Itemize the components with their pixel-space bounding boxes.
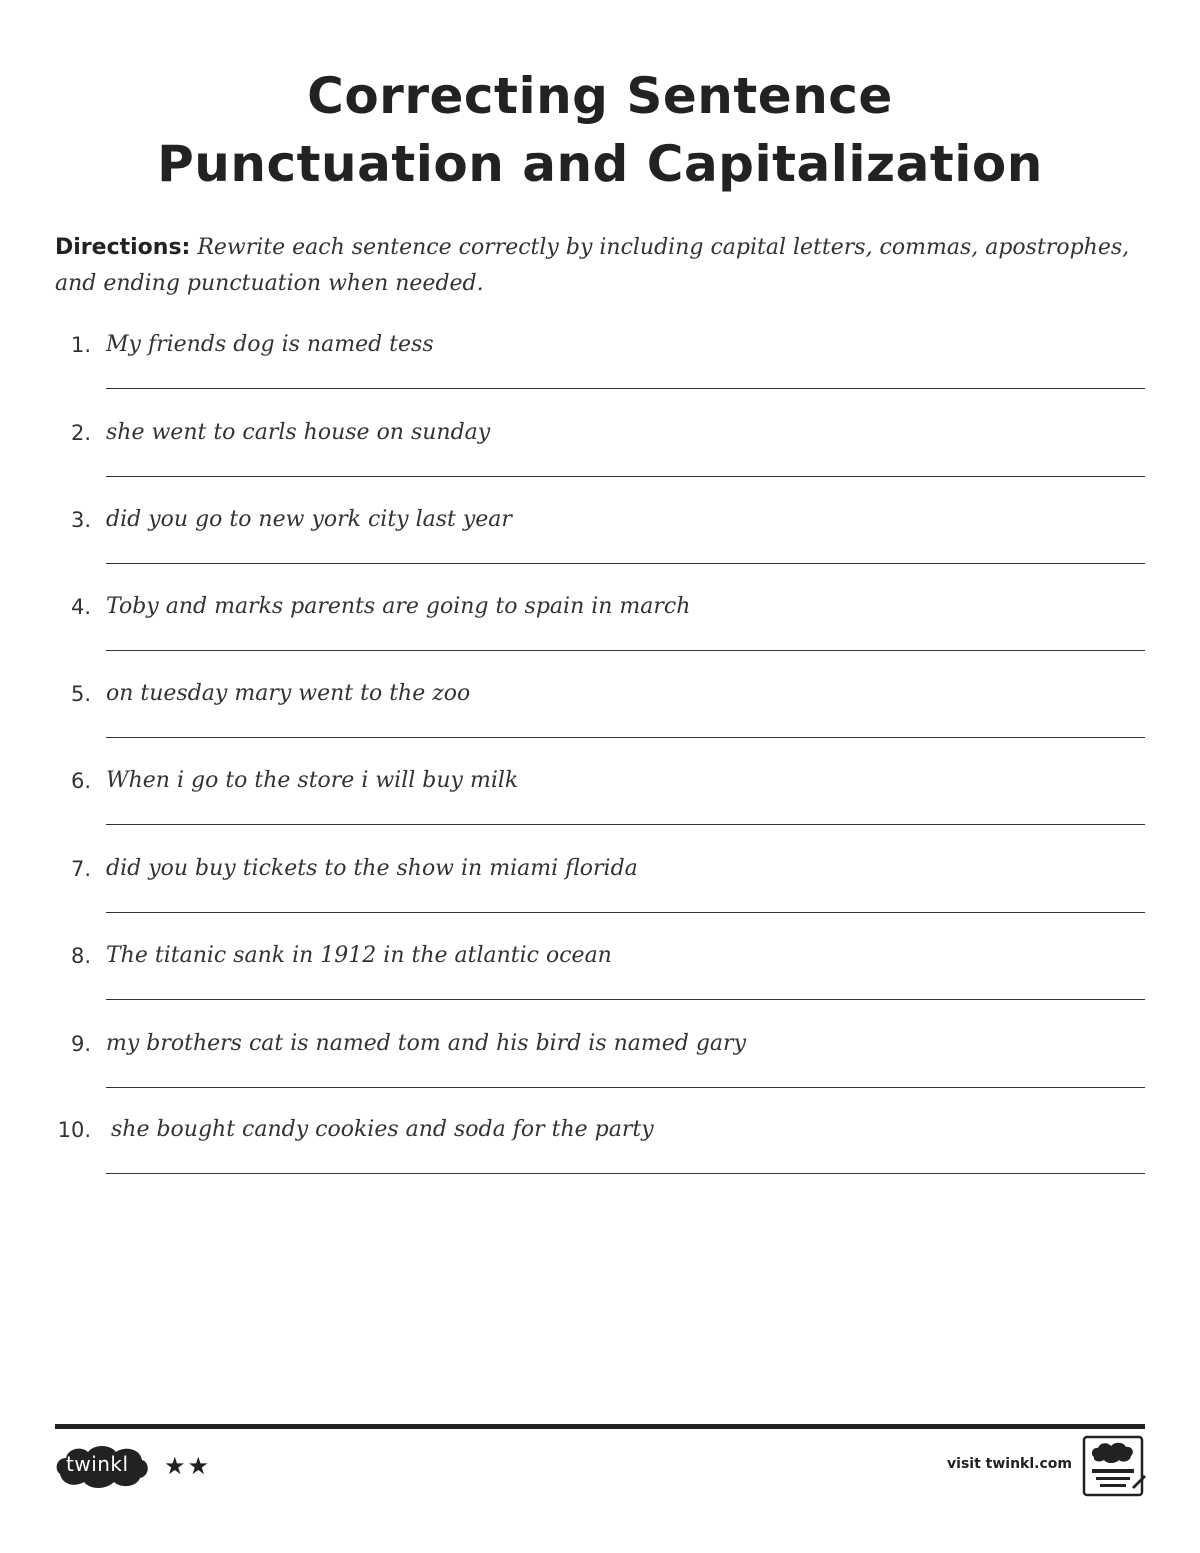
- exercise-item-2: [0, 418, 1200, 505]
- page-title: [0, 62, 1200, 198]
- item-sentence: my brothers cat is named tom and his bird is named gary: [106, 1031, 746, 1056]
- answer-line[interactable]: [106, 1173, 1145, 1174]
- answer-line[interactable]: [106, 737, 1145, 738]
- page-title-line-2: Punctuation and Capitalization: [157, 135, 1043, 193]
- exercise-item-3: [0, 505, 1200, 592]
- item-sentence: Toby and marks parents are going to spain in march: [106, 594, 691, 619]
- item-number: 6.: [70, 769, 91, 793]
- exercise-item-1: [0, 330, 1200, 417]
- answer-line[interactable]: [106, 650, 1145, 651]
- directions-label: Directions:: [55, 235, 191, 260]
- item-sentence: did you go to new york city last year: [106, 507, 512, 532]
- item-number: 1.: [70, 333, 91, 357]
- logo-text: twinkl: [66, 1452, 129, 1476]
- exercise-item-10: [0, 1115, 1200, 1202]
- exercise-item-5: [0, 679, 1200, 766]
- item-sentence: My friends dog is named tess: [106, 332, 434, 357]
- item-sentence: she went to carls house on sunday: [106, 420, 491, 445]
- item-number: 7.: [70, 857, 91, 881]
- page-title-line-1: Correcting Sentence: [307, 67, 893, 125]
- item-sentence: When i go to the store i will buy milk: [106, 768, 519, 793]
- answer-line[interactable]: [106, 999, 1145, 1000]
- exercise-item-6: [0, 766, 1200, 853]
- item-sentence: did you buy tickets to the show in miami florida: [106, 856, 638, 881]
- directions: [55, 230, 1145, 302]
- item-number: 5.: [70, 682, 91, 706]
- item-sentence: on tuesday mary went to the zoo: [106, 681, 471, 706]
- answer-line[interactable]: [106, 912, 1145, 913]
- item-number: 9.: [70, 1032, 91, 1056]
- item-number: 3.: [70, 508, 91, 532]
- quality-standard-approved-badge-icon: [1082, 1435, 1148, 1499]
- directions-text: Rewrite each sentence correctly by including capital letters, commas, apostrophes, and ending punctuation when needed.: [55, 235, 1130, 296]
- exercise-item-7: [0, 854, 1200, 941]
- answer-line[interactable]: [106, 1087, 1145, 1088]
- item-number: 8.: [70, 944, 91, 968]
- difficulty-stars-icon: ★★: [164, 1452, 212, 1480]
- item-sentence: she bought candy cookies and soda for the party: [111, 1117, 654, 1142]
- item-sentence: The titanic sank in 1912 in the atlantic ocean: [106, 943, 612, 968]
- exercise-item-9: [0, 1029, 1200, 1116]
- answer-line[interactable]: [106, 388, 1145, 389]
- item-number: 2.: [70, 421, 91, 445]
- answer-line[interactable]: [106, 563, 1145, 564]
- visit-link[interactable]: visit twinkl.com: [947, 1456, 1072, 1472]
- item-number: 10.: [57, 1118, 91, 1142]
- item-number: 4.: [70, 595, 91, 619]
- exercise-item-8: [0, 941, 1200, 1028]
- footer-rule: [55, 1424, 1145, 1429]
- answer-line[interactable]: [106, 824, 1145, 825]
- exercise-item-4: [0, 592, 1200, 679]
- answer-line[interactable]: [106, 476, 1145, 477]
